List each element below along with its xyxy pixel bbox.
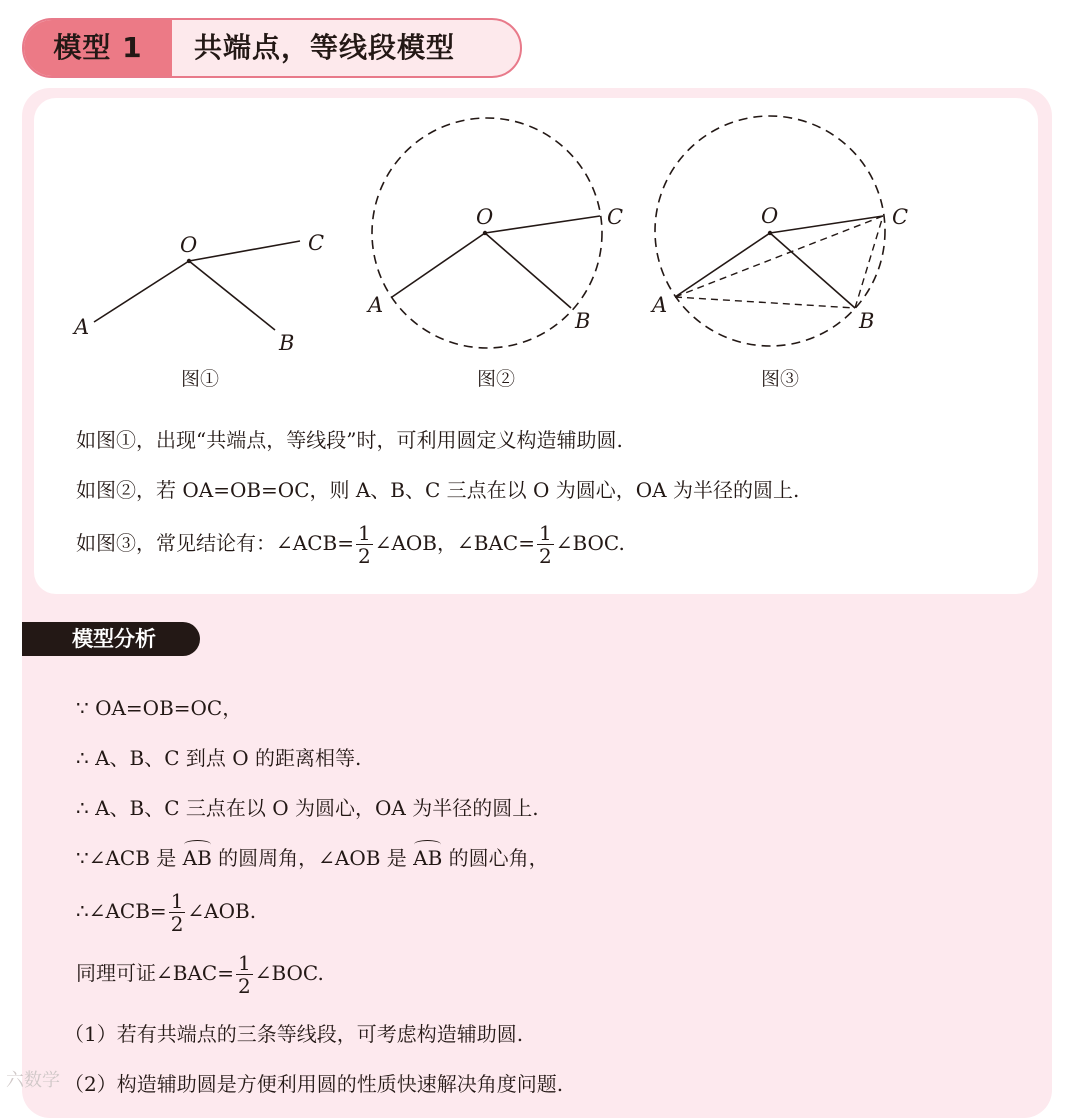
figure-2-diagram xyxy=(354,98,644,358)
analysis-line-8: （2）构造辅助圆是方便利用圆的性质快速解决角度问题. xyxy=(64,1072,564,1096)
model-number-label: 模型 1 xyxy=(24,20,172,76)
fraction-half: $\frac{1}{2}$ xyxy=(538,521,552,568)
intro-line-3-part-c: ∠BOC. xyxy=(555,531,625,555)
figure-3-caption: 图③ xyxy=(760,368,799,390)
figure-3-diagram xyxy=(634,98,944,358)
fig2-label-A: A xyxy=(368,293,384,317)
watermark: 六数学 xyxy=(6,1070,60,1091)
figure-2 xyxy=(354,98,644,358)
analysis-line-5 xyxy=(76,890,256,935)
figure-1 xyxy=(34,98,364,398)
analysis-line-3: ∴ A、B、C 三点在以 O 为圆心，OA 为半径的圆上. xyxy=(76,796,539,820)
arc-ab: AB xyxy=(182,846,212,870)
fig3-label-B: B xyxy=(859,309,875,333)
fig3-label-A: A xyxy=(652,293,668,317)
fig1-label-C: C xyxy=(308,231,325,255)
analysis-line-6-part-b: ∠BOC. xyxy=(254,961,324,985)
fig3-label-O: O xyxy=(761,204,779,228)
analysis-line-4 xyxy=(76,842,549,871)
fig1-label-O: O xyxy=(180,233,198,257)
intro-line-3-part-b: ∠AOB，∠BAC= xyxy=(374,531,535,555)
analysis-line-5-part-b: ∠AOB. xyxy=(187,899,257,923)
fig2-label-B: B xyxy=(575,309,591,333)
figure-1-diagram xyxy=(34,98,364,398)
fig2-label-C: C xyxy=(607,205,624,229)
intro-line-3-part-a: 如图③，常见结论有：∠ACB= xyxy=(76,531,354,555)
analysis-line-4-part-c: 的圆心角， xyxy=(442,846,549,870)
analysis-line-7: （1）若有共端点的三条等线段，可考虑构造辅助圆. xyxy=(64,1022,524,1046)
analysis-line-1: ∵ OA=OB=OC， xyxy=(76,696,243,720)
fig3-label-C: C xyxy=(892,205,909,229)
model-title: 共端点，等线段模型 xyxy=(194,31,456,64)
figure-card xyxy=(34,98,1038,594)
fraction-half: $\frac{1}{2}$ xyxy=(357,521,371,568)
figure-1-caption: 图① xyxy=(180,368,219,390)
analysis-line-6-part-a: 同理可证∠BAC= xyxy=(76,961,234,985)
intro-line-2: 如图②，若 OA=OB=OC，则 A、B、C 三点在以 O 为圆心，OA 为半径的圆上. xyxy=(76,478,800,502)
fig1-label-A: A xyxy=(74,315,90,339)
analysis-line-4-part-b: 的圆周角，∠AOB 是 xyxy=(211,846,414,870)
fig2-label-O: O xyxy=(476,205,494,229)
figure-3 xyxy=(634,98,944,358)
intro-line-1: 如图①，出现“共端点，等线段”时，可利用圆定义构造辅助圆. xyxy=(76,428,623,452)
section-title: 模型分析 xyxy=(22,622,200,656)
fraction-half: $\frac{1}{2}$ xyxy=(237,951,251,998)
figure-2-caption: 图② xyxy=(476,368,515,390)
analysis-line-2: ∴ A、B、C 到点 O 的距离相等. xyxy=(76,746,362,770)
intro-line-3 xyxy=(76,522,625,567)
fraction-half: $\frac{1}{2}$ xyxy=(170,889,184,936)
analysis-line-5-part-a: ∴∠ACB= xyxy=(76,899,167,923)
arc-ab: AB xyxy=(413,846,443,870)
analysis-line-6 xyxy=(76,952,324,997)
analysis-line-4-part-a: ∵∠ACB 是 xyxy=(76,846,183,870)
model-header xyxy=(22,18,522,78)
fig1-label-B: B xyxy=(279,331,295,355)
